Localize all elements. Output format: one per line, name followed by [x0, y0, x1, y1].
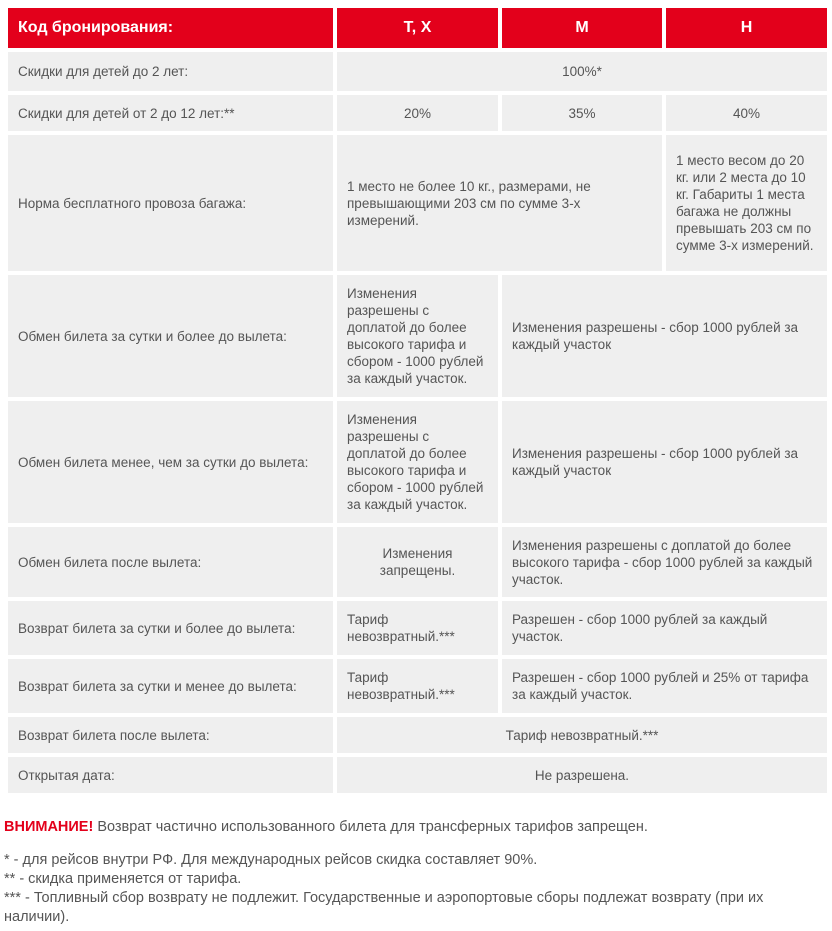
warning-label: ВНИМАНИЕ! [4, 819, 94, 835]
footnote-2: ** - скидка применяется от тарифа. [4, 871, 242, 887]
row-label: Скидки для детей от 2 до 12 лет:** [8, 95, 333, 131]
cell-tx: Тариф невозвратный.*** [337, 601, 498, 655]
cell-m-n: Изменения разрешены - сбор 1000 рублей за каждый участок [502, 275, 827, 397]
cell-n: 40% [666, 95, 827, 131]
row-infant-discount [8, 52, 827, 91]
row-label: Возврат билета за сутки и более до вылета: [8, 601, 333, 655]
row-exchange-after-departure [8, 527, 827, 597]
cell-all-classes: Не разрешена. [337, 757, 827, 793]
cell-tx: Изменения разрешены с доплатой до более высокого тарифа и сбором - 1000 рублей за каждый участок. [337, 401, 498, 523]
row-label: Возврат билета за сутки и менее до вылета: [8, 659, 333, 713]
row-label: Скидки для детей до 2 лет: [8, 52, 333, 91]
cell-m: 35% [502, 95, 662, 131]
row-label: Возврат билета после вылета: [8, 717, 333, 753]
cell-tx: Тариф невозвратный.*** [337, 659, 498, 713]
notes-spacer [4, 837, 830, 851]
row-refund-after-departure [8, 717, 827, 753]
cell-n: 1 место весом до 20 кг. или 2 места до 10 кг. Габариты 1 места багажа не должны превышать 203 см по сумме 3-х измерений. [666, 135, 827, 271]
cell-m-n: Разрешен - сбор 1000 рублей и 25% от тарифа за каждый участок. [502, 659, 827, 713]
cell-tx: Изменения запрещены. [337, 527, 498, 597]
fare-conditions-table [4, 4, 831, 797]
warning-note [4, 818, 830, 837]
cell-all-classes: 100%* [337, 52, 827, 91]
column-header-m: М [502, 8, 662, 48]
row-label: Норма бесплатного провоза багажа: [8, 135, 333, 271]
cell-m-n: Разрешен - сбор 1000 рублей за каждый участок. [502, 601, 827, 655]
cell-tx: 20% [337, 95, 498, 131]
booking-code-header: Код бронирования: [8, 8, 333, 48]
cell-m-n: Изменения разрешены - сбор 1000 рублей за каждый участок [502, 401, 827, 523]
column-header-tx: Т, Х [337, 8, 498, 48]
header-row [8, 8, 827, 48]
row-label: Обмен билета менее, чем за сутки до вылета: [8, 401, 333, 523]
row-exchange-day-or-more [8, 275, 827, 397]
row-label: Обмен билета за сутки и более до вылета: [8, 275, 333, 397]
row-child-discount [8, 95, 827, 131]
column-header-n: Н [666, 8, 827, 48]
row-baggage-allowance [8, 135, 827, 271]
row-open-date [8, 757, 827, 793]
cell-all-classes: Тариф невозвратный.*** [337, 717, 827, 753]
row-label: Открытая дата: [8, 757, 333, 793]
row-refund-day-or-more [8, 601, 827, 655]
row-exchange-less-than-day [8, 401, 827, 523]
cell-m-n: Изменения разрешены с доплатой до более высокого тарифа - сбор 1000 рублей за каждый участок. [502, 527, 827, 597]
cell-tx-m: 1 место не более 10 кг., размерами, не превышающими 203 см по сумме 3-х измерений. [337, 135, 662, 271]
warning-text: Возврат частично использованного билета для трансферных тарифов запрещен. [93, 819, 648, 835]
row-label: Обмен билета после вылета: [8, 527, 333, 597]
row-refund-day-or-less [8, 659, 827, 713]
cell-tx: Изменения разрешены с доплатой до более высокого тарифа и сбором - 1000 рублей за каждый участок. [337, 275, 498, 397]
footnote-1: * - для рейсов внутри РФ. Для международных рейсов скидка составляет 90%. [4, 852, 538, 868]
footnote-3: *** - Топливный сбор возврату не подлежит. Государственные и аэропортовые сборы подлежат возврату (при их наличии). [4, 890, 764, 925]
notes-section [4, 818, 830, 927]
